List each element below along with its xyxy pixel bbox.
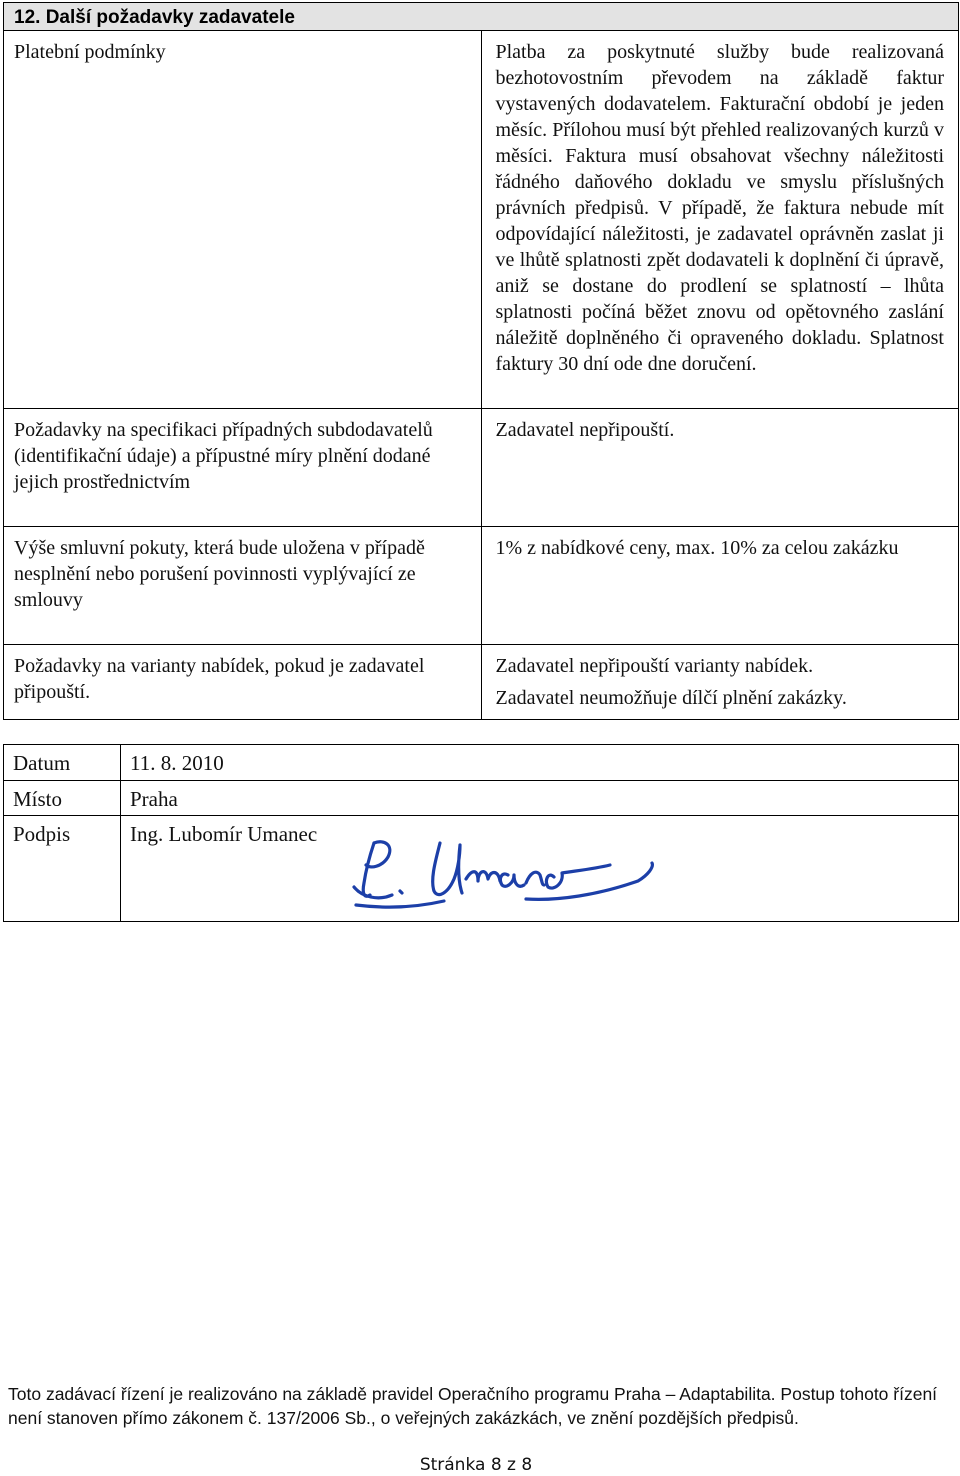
requirement-label: Platební podmínky bbox=[4, 31, 482, 409]
requirement-row-payment bbox=[4, 31, 959, 409]
requirement-row-variants bbox=[4, 645, 959, 720]
requirement-label: Požadavky na specifikaci případných subdodavatelů (identifikační údaje) a přípustné míry plnění dodané jejich prostřednictvím bbox=[4, 409, 482, 527]
place-label: Místo bbox=[13, 787, 63, 811]
signature-label: Podpis bbox=[13, 822, 71, 846]
requirement-row-subcontractors bbox=[4, 409, 959, 527]
requirement-value-text: Zadavatel nepřipouští varianty nabídek. bbox=[495, 655, 814, 677]
row-divider bbox=[4, 780, 958, 781]
requirement-label: Výše smluvní pokuty, která bude uložena v případě nesplnění nebo porušení povinnosti vyplývající ze smlouvy bbox=[4, 527, 482, 645]
requirement-label: Požadavky na varianty nabídek, pokud je zadavatel připouští. bbox=[4, 645, 482, 720]
date-label: Datum bbox=[13, 751, 71, 775]
requirement-value bbox=[481, 645, 959, 720]
requirement-row-penalty bbox=[4, 527, 959, 645]
page-number: Stránka 8 z 8 bbox=[419, 1455, 533, 1475]
row-divider bbox=[4, 815, 958, 816]
requirement-value-text: Zadavatel nepřipouští. bbox=[495, 419, 675, 441]
requirement-value bbox=[481, 31, 959, 409]
signature-table bbox=[3, 744, 959, 922]
requirement-value-text: 1% z nabídkové ceny, max. 10% za celou zakázku bbox=[495, 537, 899, 559]
requirements-table bbox=[3, 2, 959, 720]
section-title: 12. Další požadavky zadavatele bbox=[4, 3, 959, 31]
requirement-value-text: Platba za poskytnuté služby bude realizovaná bezhotovostním převodem na základě faktur vystavených dodavatelem. Fakturační období je jeden měsíc. Přílohou musí být přehled realizovaných kurzů v měsíci. Faktura musí obsahovat všechny náležitosti řádného daňového dokladu ve smyslu příslušných právních předpisů. V případě, že faktura nebude mít odpovídající náležitosti, je zadavatel oprávněn zaslat ji ve lhůtě splatnosti zpět dodavateli k doplnění či úpravě, aniž se dostane do prodlení se splatností – lhůta splatnosti počíná běžet znovu od opětovného zaslání náležitě doplněného či opraveného dokladu. Splatnost faktury 30 dní ode dne doručení. bbox=[495, 41, 944, 375]
requirement-value bbox=[481, 527, 959, 645]
footer-note: Toto zadávací řízení je realizováno na základě pravidel Operačního programu Praha – Adaptabilita. Postup tohoto řízení není stanoven přímo zákonem č. 137/2006 Sb., o veřejných zakázkách, ve znění pozdějších předpisů. bbox=[8, 1384, 938, 1428]
signatory-name: Ing. Lubomír Umanec bbox=[130, 822, 318, 846]
handwritten-signature bbox=[348, 835, 668, 913]
requirement-value bbox=[481, 409, 959, 527]
place-value: Praha bbox=[130, 787, 178, 811]
requirement-value-text: Zadavatel neumožňuje dílčí plnění zakázky. bbox=[495, 687, 847, 709]
date-value: 11. 8. 2010 bbox=[130, 751, 224, 775]
